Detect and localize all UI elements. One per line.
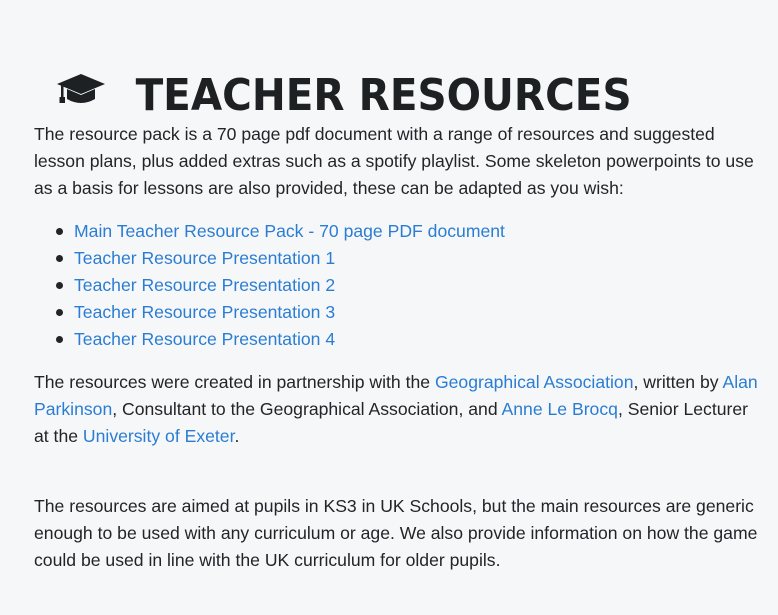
link-presentation-2[interactable]: Teacher Resource Presentation 2 — [74, 275, 336, 295]
resource-list — [34, 218, 505, 353]
page-title — [0, 65, 744, 125]
intro-paragraph: The resource pack is a 70 page pdf document with a range of resources and suggested lesson plans, plus added extras such as a spotify playlist. Some skeleton powerpoints to use as a basis for lessons are also provided, these can be adapted as you wish: — [34, 124, 754, 198]
link-anne-le-brocq[interactable]: Anne Le Brocq — [501, 399, 618, 419]
link-geographical-association[interactable]: Geographical Association — [434, 372, 634, 392]
partners-text: , Senior Lecturer at the — [34, 399, 749, 446]
partners-text: . — [234, 426, 240, 446]
link-presentation-1[interactable]: Teacher Resource Presentation 1 — [74, 248, 336, 268]
partners-paragraph — [34, 369, 764, 450]
list-item — [74, 272, 505, 299]
list-item — [74, 218, 505, 245]
partners-text: , Consultant to the Geographical Association, and — [112, 399, 502, 419]
page-title-text: TEACHER RESOURCES — [135, 70, 633, 122]
list-item — [74, 245, 505, 272]
graduation-cap-icon — [56, 63, 106, 121]
link-main-resource-pack[interactable]: Main Teacher Resource Pack - 70 page PDF document — [74, 221, 505, 241]
link-university-of-exeter[interactable]: University of Exeter — [82, 426, 235, 446]
list-item — [74, 299, 505, 326]
audience-paragraph: The resources are aimed at pupils in KS3 in UK Schools, but the main resources are generic enough to be used with any curriculum or age. We also provide information on how the game could be used in line with the UK curriculum for older pupils. — [34, 496, 758, 570]
partners-text: , written by — [633, 372, 723, 392]
list-item — [74, 326, 505, 353]
link-alan-parkinson[interactable]: Alan Parkinson — [34, 372, 758, 419]
link-presentation-3[interactable]: Teacher Resource Presentation 3 — [74, 302, 336, 322]
link-presentation-4[interactable]: Teacher Resource Presentation 4 — [74, 329, 336, 349]
partners-text: The resources were created in partnership with the — [34, 372, 435, 392]
